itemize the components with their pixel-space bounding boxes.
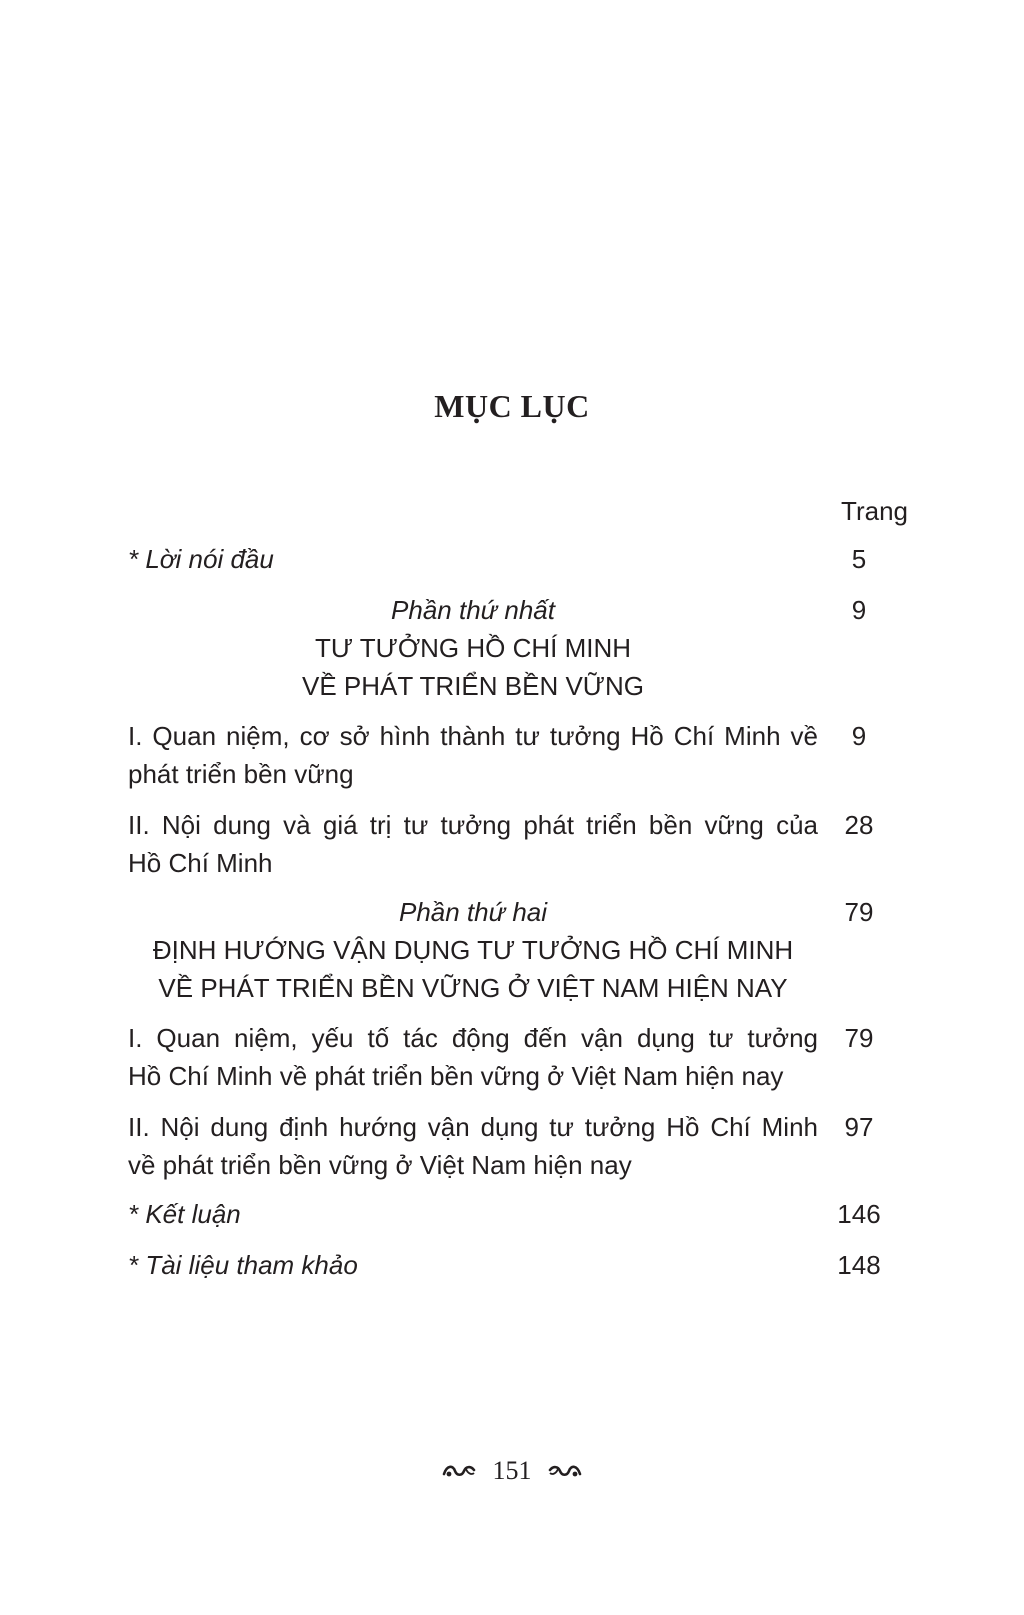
toc-entry-section[interactable]: [128, 1019, 818, 1095]
page-column-header: Trang: [841, 496, 908, 526]
toc-entry-text: * Kết luận: [128, 1199, 241, 1229]
toc-entry-text: * Lời nói đầu: [128, 544, 274, 574]
toc-entry-text: II. Nội dung và giá trị tư tưởng phát triển bền vững của: [128, 810, 818, 840]
part-heading-line: TƯ TƯỞNG HỒ CHÍ MINH: [314, 633, 632, 663]
flourish-left-icon: [442, 1461, 476, 1481]
toc-page-number: 146: [837, 1199, 881, 1229]
toc-entry-section[interactable]: [128, 1108, 818, 1184]
toc-entry-section[interactable]: [128, 717, 818, 793]
toc-part-two[interactable]: [128, 893, 818, 1007]
toc-entry-references[interactable]: [128, 1246, 818, 1284]
toc-entry-text: II. Nội dung định hướng vận dụng tư tưởng Hồ Chí Minh: [128, 1112, 818, 1142]
toc-entry-section[interactable]: [128, 806, 818, 882]
toc-entry-text: * Tài liệu tham khảo: [128, 1250, 358, 1280]
page-title: MỤC LỤC: [434, 388, 590, 424]
part-heading-line: VỀ PHÁT TRIỂN BỀN VỮNG: [302, 671, 644, 701]
toc-entry-text: I. Quan niệm, cơ sở hình thành tư tưởng Hồ Chí Minh về: [128, 721, 818, 751]
part-heading-line: VỀ PHÁT TRIỂN BỀN VỮNG Ở VIỆT NAM HIỆN NAY: [158, 973, 788, 1003]
toc-page-number: 5: [851, 544, 867, 574]
toc-entry-text: Hồ Chí Minh: [128, 848, 273, 878]
toc-entry-text: Hồ Chí Minh về phát triển bền vững ở Việt Nam hiện nay: [128, 1061, 784, 1091]
toc-page-number: 79: [844, 897, 874, 927]
toc-entry-conclusion[interactable]: [128, 1195, 818, 1233]
part-label: Phần thứ nhất: [391, 595, 555, 625]
part-label: Phần thứ hai: [398, 897, 548, 927]
toc-page-number: 148: [837, 1250, 881, 1280]
toc-entry-text: phát triển bền vững: [128, 759, 354, 789]
toc-page-number: 9: [851, 595, 867, 625]
toc-page-number: 9: [851, 721, 867, 751]
page-number: 151: [492, 1456, 532, 1486]
toc-part-one[interactable]: [128, 591, 818, 705]
page-footer: [0, 1454, 1024, 1486]
part-heading-line: ĐỊNH HƯỚNG VẬN DỤNG TƯ TƯỞNG HỒ CHÍ MINH: [152, 935, 794, 965]
toc-entry-text: về phát triển bền vững ở Việt Nam hiện nay: [128, 1150, 632, 1180]
toc-page-number: 28: [844, 810, 874, 840]
flourish-right-icon: [548, 1461, 582, 1481]
toc-entry-text: I. Quan niệm, yếu tố tác động đến vận dụng tư tưởng: [128, 1023, 818, 1053]
toc-entry-preface[interactable]: [128, 540, 818, 578]
toc-page-number: 97: [844, 1112, 874, 1142]
toc-page-number: 79: [844, 1023, 874, 1053]
